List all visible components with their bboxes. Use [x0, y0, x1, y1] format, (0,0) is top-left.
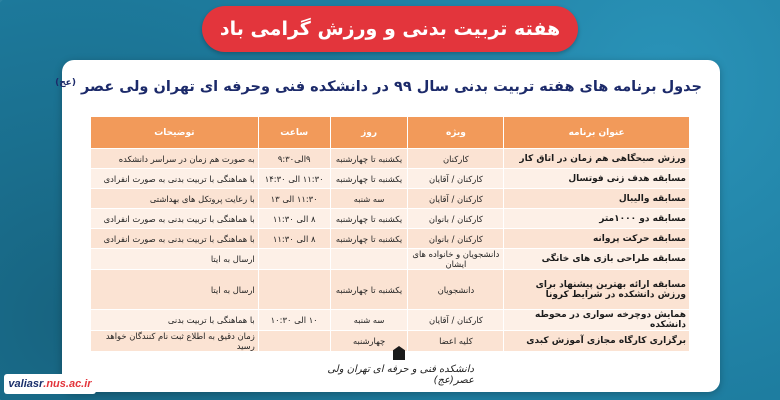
- logo-text: دانشکده فنی و حرفه ای تهران ولی عصر(عج): [327, 364, 474, 386]
- table-cell: همایش دوچرخه سواری در محوطه دانشکده: [504, 310, 690, 331]
- subtitle-sup: (عج): [55, 78, 76, 88]
- table-cell: یکشنبه تا چهارشنبه: [330, 270, 408, 310]
- table-cell: با هماهنگی با تربیت بدنی به صورت انفرادی: [91, 209, 259, 229]
- table-cell: سه شنبه: [330, 310, 408, 331]
- table-cell: کارکنان / آقایان: [408, 310, 504, 331]
- table-cell: یکشنبه تا چهارشنبه: [330, 229, 408, 249]
- table-cell: ۱۱:۳۰ الی ۱۴:۳۰: [258, 169, 330, 189]
- website-link[interactable]: [4, 374, 96, 394]
- table-cell: مسابقه والیبال: [504, 189, 690, 209]
- table-cell: سه شنبه: [330, 189, 408, 209]
- table-cell: کارکنان / آقایان: [408, 169, 504, 189]
- table-cell: با هماهنگی با تربیت بدنی به صورت انفرادی: [91, 229, 259, 249]
- table-cell: ارسال به ایتا: [91, 270, 259, 310]
- table-cell: با هماهنگی با تربیت بدنی به صورت انفرادی: [91, 169, 259, 189]
- table-row: [91, 229, 690, 249]
- header-title: هفته تربیت بدنی و ورزش گرامی باد: [219, 18, 561, 40]
- subtitle-main: جدول برنامه های هفته تربیت بدنی سال ۹۹ در دانشکده فنی وحرفه ای تهران ولی عصر: [81, 78, 702, 95]
- table-cell: مسابقه ارائه بهترین پیشنهاد برای ورزش دانشکده در شرایط کرونا: [504, 270, 690, 310]
- table-cell: مسابقه هدف زنی فوتسال: [504, 169, 690, 189]
- table-row: [91, 270, 690, 310]
- table-cell: [258, 249, 330, 270]
- table-cell: کارکنان / بانوان: [408, 229, 504, 249]
- table-cell: چهارشنبه: [330, 331, 408, 352]
- page-title: [55, 78, 702, 95]
- table-cell: ۱۱:۳۰ الی ۱۳: [258, 189, 330, 209]
- table-cell: [258, 270, 330, 310]
- column-header: توضیحات: [91, 117, 259, 149]
- table-cell: یکشنبه تا چهارشنبه: [330, 169, 408, 189]
- column-header: ویژه: [408, 117, 504, 149]
- table-cell: کلیه اعضا: [408, 331, 504, 352]
- schedule-panel: [55, 60, 720, 392]
- table-cell: دانشجویان: [408, 270, 504, 310]
- table-cell: ۸ الی ۱۱:۳۰: [258, 209, 330, 229]
- table-cell: برگزاری کارگاه مجازی آموزش کبدی: [504, 331, 690, 352]
- table-cell: ورزش صبحگاهی هم زمان در اتاق کار: [504, 149, 690, 169]
- table-row: [91, 249, 690, 270]
- table-cell: با رعایت پروتکل های بهداشتی: [91, 189, 259, 209]
- table-cell: به صورت هم زمان در سراسر دانشکده: [91, 149, 259, 169]
- table-cell: کارکنان / بانوان: [408, 209, 504, 229]
- column-header: روز: [330, 117, 408, 149]
- table-row: [91, 189, 690, 209]
- table-cell: دانشجویان و خانواده های ایشان: [408, 249, 504, 270]
- column-header: ساعت: [258, 117, 330, 149]
- table-cell: یکشنبه تا چهارشنبه: [330, 209, 408, 229]
- table-cell: [330, 249, 408, 270]
- column-header: عنوان برنامه: [504, 117, 690, 149]
- university-logo: [324, 346, 474, 386]
- schedule-table: [90, 116, 690, 352]
- table-cell: با هماهنگی با تربیت بدنی: [91, 310, 259, 331]
- table-cell: مسابقه طراحی بازی های خانگی: [504, 249, 690, 270]
- logo-icon: [393, 346, 405, 360]
- table-cell: ۹الی۹:۳۰: [258, 149, 330, 169]
- site-prefix: valiasr: [8, 378, 44, 390]
- table-header-row: [91, 117, 690, 149]
- table-cell: یکشنبه تا چهارشنبه: [330, 149, 408, 169]
- table-cell: مسابقه حرکت پروانه: [504, 229, 690, 249]
- table-cell: ۱۰ الی ۱۰:۳۰: [258, 310, 330, 331]
- table-cell: ارسال به ایتا: [91, 249, 259, 270]
- header-banner: [202, 6, 578, 52]
- table-cell: [258, 331, 330, 352]
- table-row: [91, 169, 690, 189]
- table-row: [91, 149, 690, 169]
- site-suffix: .nus.ac.ir: [43, 378, 92, 390]
- table-row: [91, 209, 690, 229]
- table-row: [91, 310, 690, 331]
- table-cell: زمان دقیق به اطلاع ثبت نام کنندگان خواهد رسید: [91, 331, 259, 352]
- table-cell: کارکنان: [408, 149, 504, 169]
- table-cell: ۸ الی ۱۱:۳۰: [258, 229, 330, 249]
- table-cell: مسابقه دو ۱۰۰۰متر: [504, 209, 690, 229]
- table-cell: کارکنان / آقایان: [408, 189, 504, 209]
